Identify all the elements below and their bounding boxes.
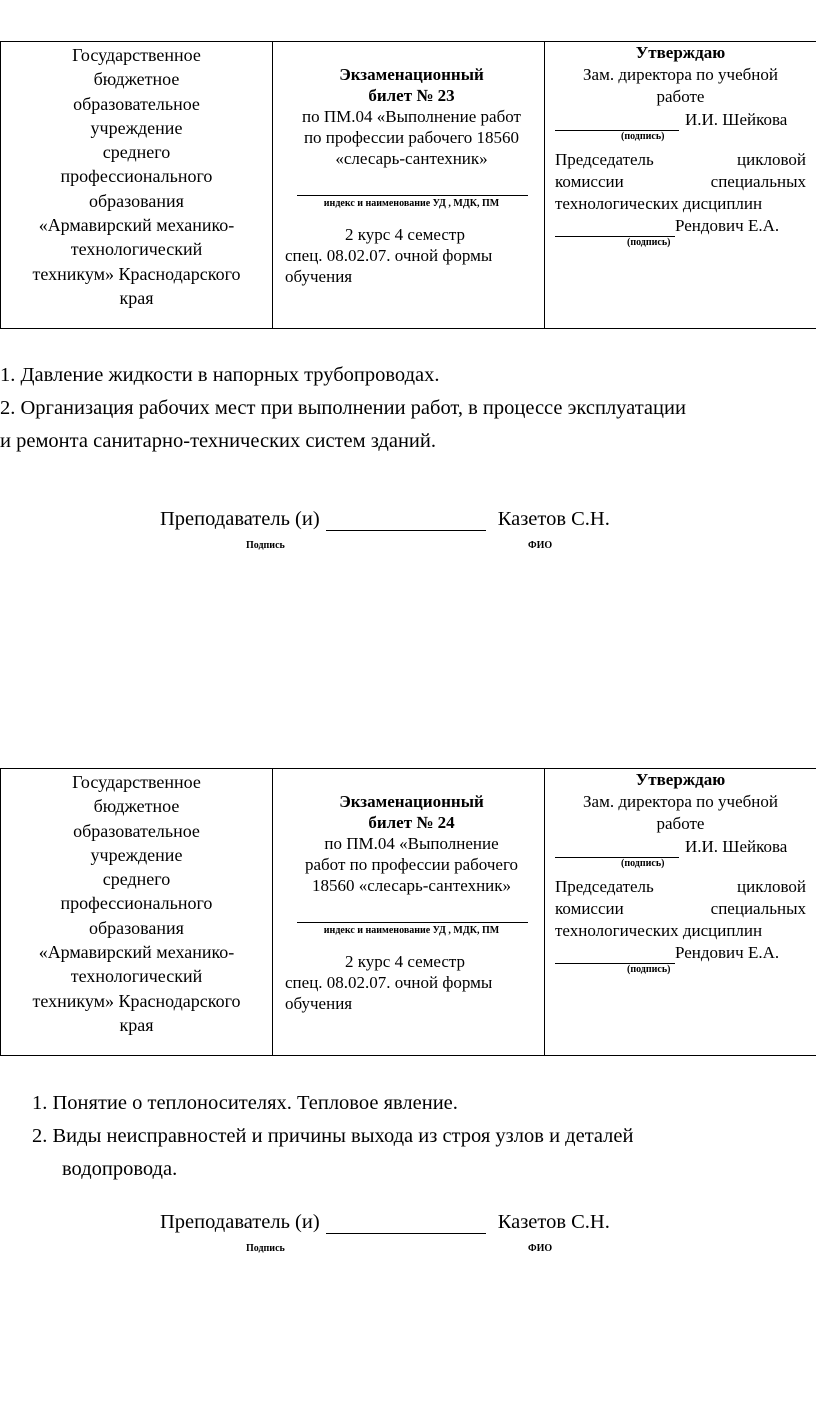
question-list [32, 1087, 792, 1186]
institution-line: края [5, 286, 268, 310]
approval-cell [545, 42, 816, 329]
chair-name: Рендович Е.А. [675, 942, 779, 964]
signature-caption: (подпись) [555, 237, 806, 249]
chair-line [555, 171, 806, 193]
sign-caption: Подпись [246, 540, 285, 551]
signature-line [555, 113, 679, 131]
course-line: 2 курс 4 семестр [285, 951, 538, 972]
question-item-continued: и ремонта санитарно-технических систем зданий. [0, 425, 816, 458]
chair-line: технологических дисциплин [555, 920, 806, 942]
module-line: работ по профессии рабочего [285, 854, 538, 875]
institution-cell [1, 42, 273, 329]
signature-caption: (подпись) [555, 131, 806, 143]
deputy-name: И.И. Шейкова [685, 836, 787, 858]
fio-caption: ФИО [528, 1243, 552, 1254]
signature-line [555, 219, 675, 237]
approval-cell [545, 769, 816, 1056]
deputy-title: работе [555, 86, 806, 108]
teacher-signature-line [326, 510, 486, 531]
module-line: 18560 «слесарь-сантехник» [285, 875, 538, 896]
signature-caption: (подпись) [555, 858, 806, 870]
teacher-name: Казетов С.Н. [498, 508, 610, 530]
spec-line: обучения [285, 993, 538, 1014]
institution-name [5, 42, 268, 310]
spec-line: спец. 08.02.07. очной формы [285, 245, 538, 266]
institution-line: Государственное [5, 43, 268, 67]
chair-line [555, 898, 806, 920]
signature-caption: (подпись) [555, 964, 806, 976]
institution-cell [1, 769, 273, 1056]
teacher-signature-row [160, 1211, 610, 1234]
deputy-name: И.И. Шейкова [685, 109, 787, 131]
institution-line: образования [5, 916, 268, 940]
chair-word: комиссии [555, 898, 624, 920]
question-item: 1. Понятие о теплоносителях. Тепловое явление. [32, 1087, 792, 1120]
exam-info-cell [273, 42, 545, 329]
exam-ticket-23 [0, 0, 816, 700]
institution-line: образования [5, 189, 268, 213]
question-item: 2. Виды неисправностей и причины выхода из строя узлов и деталей [32, 1120, 792, 1153]
sign-caption: Подпись [246, 1243, 285, 1254]
chair-line [555, 876, 806, 898]
exam-title: Экзаменационный [285, 791, 538, 812]
index-caption: индекс и наименование УД , МДК, ПМ [285, 197, 538, 211]
institution-line: техникум» Краснодарского [5, 262, 268, 286]
deputy-title: Зам. директора по учебной [555, 64, 806, 86]
course-info [285, 224, 538, 287]
chair-line [555, 149, 806, 171]
institution-line: Государственное [5, 770, 268, 794]
index-caption: индекс и наименование УД , МДК, ПМ [285, 924, 538, 938]
institution-line: профессионального [5, 164, 268, 188]
institution-line: технологический [5, 964, 268, 988]
chair-word: цикловой [737, 876, 806, 898]
institution-line: образовательное [5, 819, 268, 843]
institution-line: образовательное [5, 92, 268, 116]
institution-line: «Армавирский механико- [5, 940, 268, 964]
index-underline [297, 908, 528, 923]
institution-line: среднего [5, 140, 268, 164]
institution-line: «Армавирский механико- [5, 213, 268, 237]
teacher-label: Преподаватель (и) [160, 1211, 320, 1233]
deputy-title: Зам. директора по учебной [555, 791, 806, 813]
institution-line: профессионального [5, 891, 268, 915]
institution-line: бюджетное [5, 67, 268, 91]
module-line: по ПМ.04 «Выполнение [285, 833, 538, 854]
chair-word: комиссии [555, 171, 624, 193]
institution-line: технологический [5, 237, 268, 261]
question-item: 1. Давление жидкости в напорных трубопроводах. [0, 359, 816, 392]
module-line: «слесарь-сантехник» [285, 148, 538, 169]
index-underline [297, 181, 528, 196]
teacher-signature-row [160, 508, 610, 531]
exam-ticket-24 [0, 727, 816, 1427]
exam-info-cell [273, 769, 545, 1056]
institution-line: учреждение [5, 843, 268, 867]
module-line: по ПМ.04 «Выполнение работ [285, 106, 538, 127]
question-item-continued: водопровода. [32, 1153, 792, 1186]
approve-heading: Утверждаю [555, 769, 806, 791]
teacher-name: Казетов С.Н. [498, 1211, 610, 1233]
institution-line: края [5, 1013, 268, 1037]
approve-heading: Утверждаю [555, 42, 806, 64]
institution-line: среднего [5, 867, 268, 891]
institution-line: учреждение [5, 116, 268, 140]
fio-caption: ФИО [528, 540, 552, 551]
teacher-label: Преподаватель (и) [160, 508, 320, 530]
ticket-header-table [0, 768, 816, 1056]
institution-line: бюджетное [5, 794, 268, 818]
question-item: 2. Организация рабочих мест при выполнении работ, в процессе эксплуатации [0, 392, 816, 425]
chair-word: специальных [711, 898, 806, 920]
ticket-header-table [0, 41, 816, 329]
question-list [0, 359, 816, 458]
teacher-signature-line [326, 1213, 486, 1234]
spec-line: обучения [285, 266, 538, 287]
chair-word: Председатель [555, 876, 654, 898]
institution-name [5, 769, 268, 1037]
spec-line: спец. 08.02.07. очной формы [285, 972, 538, 993]
module-line: по профессии рабочего 18560 [285, 127, 538, 148]
course-info [285, 951, 538, 1014]
chair-word: специальных [711, 171, 806, 193]
signature-line [555, 840, 679, 858]
course-line: 2 курс 4 семестр [285, 224, 538, 245]
ticket-number: билет № 24 [285, 812, 538, 833]
signature-line [555, 946, 675, 964]
chair-name: Рендович Е.А. [675, 215, 779, 237]
chair-line: технологических дисциплин [555, 193, 806, 215]
ticket-number: билет № 23 [285, 85, 538, 106]
exam-title: Экзаменационный [285, 64, 538, 85]
institution-line: техникум» Краснодарского [5, 989, 268, 1013]
deputy-title: работе [555, 813, 806, 835]
chair-word: Председатель [555, 149, 654, 171]
chair-word: цикловой [737, 149, 806, 171]
